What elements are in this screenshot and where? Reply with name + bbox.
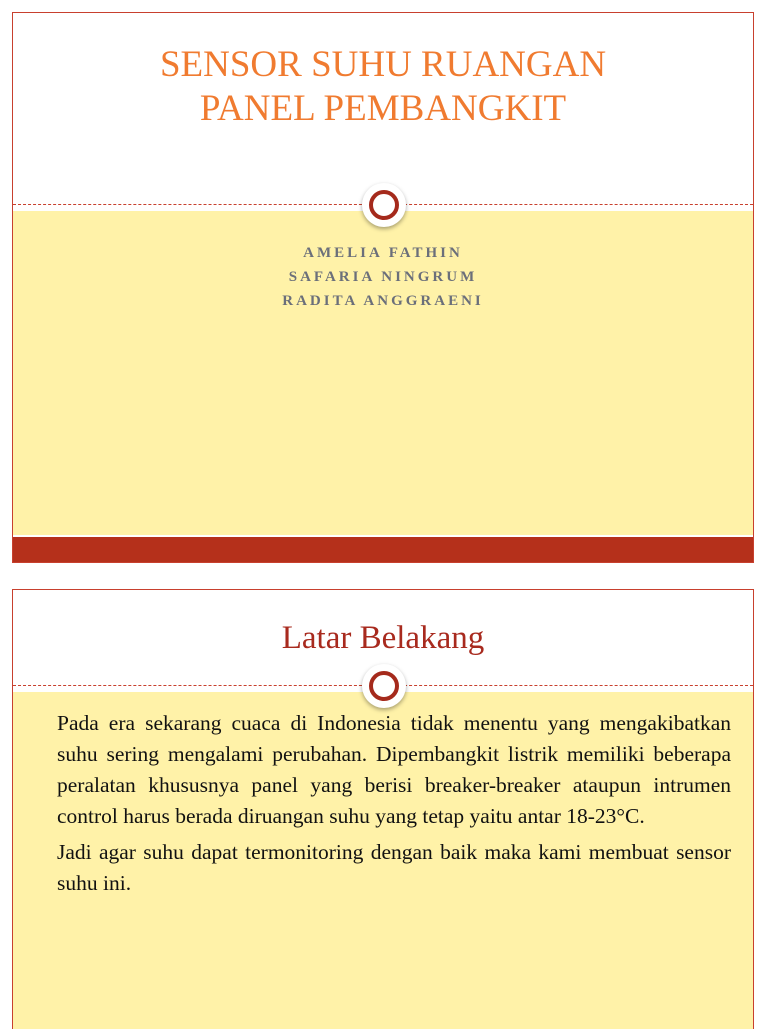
ring-icon	[362, 664, 406, 708]
title-area	[13, 13, 753, 211]
content-slide	[12, 589, 754, 1029]
ring-icon	[362, 183, 406, 227]
body-text	[57, 708, 731, 904]
author-name: AMELIA FATHIN	[303, 245, 463, 261]
title-line-2: PANEL PEMBANGKIT	[199, 88, 567, 129]
title-line-1: SENSOR SUHU RUANGAN	[159, 44, 607, 85]
author-name: SAFARIA NINGRUM	[288, 269, 478, 285]
paragraph: Jadi agar suhu dapat termonitoring dengan baik maka kami membuat sensor suhu ini.	[57, 840, 731, 895]
author-name: RADITA ANGGRAENI	[282, 293, 484, 309]
author-list	[13, 241, 753, 313]
paragraph: Pada era sekarang cuaca di Indonesia tidak menentu yang mengakibatkan suhu sering mengalami perubahan. Dipembangkit listrik memiliki beberapa peralatan khususnya panel yang berisi breaker-breaker ataupun intrumen control harus berada diruangan suhu yang tetap yaitu antar 18-23°C.	[57, 711, 731, 828]
presentation-title	[13, 43, 753, 131]
title-slide	[12, 12, 754, 563]
footer-bar	[13, 537, 753, 563]
slide-title: Latar Belakang	[281, 620, 485, 656]
